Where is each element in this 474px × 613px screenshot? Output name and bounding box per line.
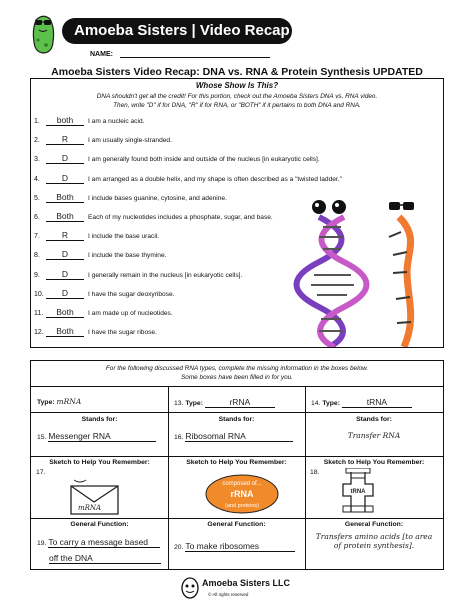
type-cell-rrna[interactable]: 13. Type: rRNA — [174, 397, 275, 408]
title-banner — [62, 18, 292, 44]
answer-field[interactable]: D — [46, 249, 84, 260]
footer-brand: Amoeba Sisters LLC — [202, 578, 291, 588]
question-statement: I have the sugar ribose. — [88, 329, 157, 337]
question-statement: I am arranged as a double helix, and my shape is often described as a "twisted ladder." — [88, 175, 342, 183]
answer-field[interactable]: R — [46, 134, 84, 145]
footer — [180, 576, 300, 606]
question-row — [34, 153, 320, 165]
answer-field[interactable]: Both — [46, 326, 84, 337]
function-label: General Function: — [344, 521, 404, 528]
question-number: 7. — [34, 233, 40, 241]
question-number: 9. — [34, 271, 40, 279]
svg-text:(and proteins): (and proteins) — [225, 503, 259, 509]
sketch-label: Sketch to Help You Remember: — [186, 459, 287, 466]
type-cell-mrna: Type: mRNA — [37, 397, 82, 406]
svg-text:tRNA: tRNA — [350, 489, 366, 495]
question-row — [34, 230, 159, 242]
section-title: Whose Show Is This? — [195, 81, 279, 90]
answer-field[interactable]: D — [46, 269, 84, 280]
sketch-num: 18. — [310, 469, 320, 476]
answer-field[interactable]: R — [46, 230, 84, 241]
question-number: 3. — [34, 156, 40, 164]
svg-text:composed of...: composed of... — [222, 481, 262, 487]
question-row — [34, 192, 227, 204]
answer-field[interactable]: both — [46, 115, 84, 126]
footer-rights: © All rights reserved — [208, 592, 249, 597]
question-row — [34, 134, 172, 146]
question-row — [34, 288, 175, 300]
function-cell-rrna[interactable]: 20. To make ribosomes — [174, 541, 295, 552]
question-number: 1. — [34, 118, 40, 125]
question-row — [34, 249, 166, 261]
question-statement: I am generally found both inside and outside of the nucleus [in eukaryotic cells]. — [88, 156, 320, 164]
question-row — [34, 307, 173, 319]
answer-field[interactable]: D — [46, 153, 84, 164]
function-cell-mrna[interactable]: 19. To carry a message based — [37, 537, 160, 548]
function-label: General Function: — [70, 521, 129, 528]
function-label: General Function: — [207, 521, 266, 528]
sketch-label: Sketch to Help You Remember: — [49, 459, 150, 466]
header-title: Amoeba Sisters | Video Recap — [74, 22, 290, 39]
question-statement: I include the base uracil. — [88, 233, 160, 241]
type-value: mRNA — [56, 397, 82, 406]
question-statement: Each of my nucleotides includes a phosphate, sugar, and base. — [88, 214, 273, 221]
stands-cell-mrna[interactable]: 15. Messenger RNA — [37, 431, 156, 442]
amoeba-mascot-logo — [28, 10, 58, 56]
worksheet-header — [28, 10, 458, 60]
ribosome-sketch — [203, 469, 281, 515]
question-statement: I include the base thymine. — [88, 252, 167, 260]
question-statement: I am a nucleic acid. — [88, 118, 145, 125]
name-label: NAME: — [90, 51, 113, 58]
whose-show-section — [30, 78, 444, 348]
mrna-envelope-sketch — [66, 478, 126, 518]
dna-double-helix — [297, 200, 367, 347]
svg-text:rRNA: rRNA — [230, 489, 254, 499]
question-number: 5. — [34, 194, 40, 202]
function-cell-trna: Transfers amino acids [to area of protein synthesis]. — [315, 532, 433, 550]
question-statement: I include bases guanine, cytosine, and adenine. — [88, 194, 227, 202]
amoeba-sisters-logo — [180, 576, 200, 600]
question-number: 8. — [34, 252, 40, 260]
question-number: 2. — [34, 137, 40, 145]
answer-field[interactable]: D — [46, 288, 84, 299]
question-statement: I am usually single-stranded. — [88, 137, 172, 145]
trna-sketch — [333, 468, 393, 516]
question-statement: I have the sugar deoxyribose. — [88, 290, 175, 298]
sketch-mrna-text: mRNA — [78, 504, 102, 512]
answer-field[interactable]: Both — [46, 307, 84, 318]
sketch-num: 17. — [36, 469, 46, 476]
question-row — [34, 211, 273, 223]
question-number: 6. — [34, 214, 40, 221]
stands-label: Stands for: — [218, 416, 255, 423]
document-title: Amoeba Sisters Video Recap: DNA vs. RNA & Protein Synthesis UPDATED — [51, 66, 423, 78]
question-number: 10. — [34, 290, 44, 298]
intro-line-2: Then, write "D" if for DNA, "R" if for RNA, or "BOTH" if it pertains to both DNA and RNA. — [113, 102, 361, 109]
answer-field[interactable]: Both — [46, 192, 84, 203]
sketch-label: Sketch to Help You Remember: — [323, 459, 425, 466]
question-row — [34, 173, 342, 185]
rna-types-section — [30, 360, 444, 570]
intro-line-1: DNA shouldn't get all the credit! For this portion, check out the Amoeba Sisters DNA vs. RNA video. — [96, 93, 378, 100]
stands-cell-trna: Transfer RNA — [347, 431, 401, 440]
question-statement: I am made up of nucleotides. — [88, 310, 173, 317]
answer-field[interactable]: Both — [46, 211, 84, 222]
question-row — [34, 115, 144, 127]
rna-types-table — [31, 386, 443, 569]
name-field[interactable] — [120, 57, 270, 58]
stands-cell-rrna[interactable]: 16. Ribosomal RNA — [174, 431, 293, 442]
answer-field[interactable]: D — [46, 173, 84, 184]
stands-label: Stands for: — [356, 416, 392, 423]
question-row — [34, 326, 157, 338]
dna-rna-characters-illustration — [289, 197, 439, 347]
question-number: 11. — [34, 310, 44, 317]
instructions: For the following discussed RNA types, complete the missing information in the boxes below. Some boxes have been filled in for you. — [105, 365, 369, 381]
function-cell-mrna-2: off the DNA — [49, 553, 161, 564]
question-number: 4. — [34, 175, 40, 183]
question-statement: I generally remain in the nucleus [in eukaryotic cells]. — [88, 271, 243, 279]
rna-single-strand — [389, 202, 414, 347]
type-cell-trna[interactable]: 14. Type: tRNA — [311, 397, 412, 408]
question-row — [34, 269, 242, 281]
question-number: 12. — [34, 329, 44, 337]
stands-label: Stands for: — [81, 416, 118, 423]
